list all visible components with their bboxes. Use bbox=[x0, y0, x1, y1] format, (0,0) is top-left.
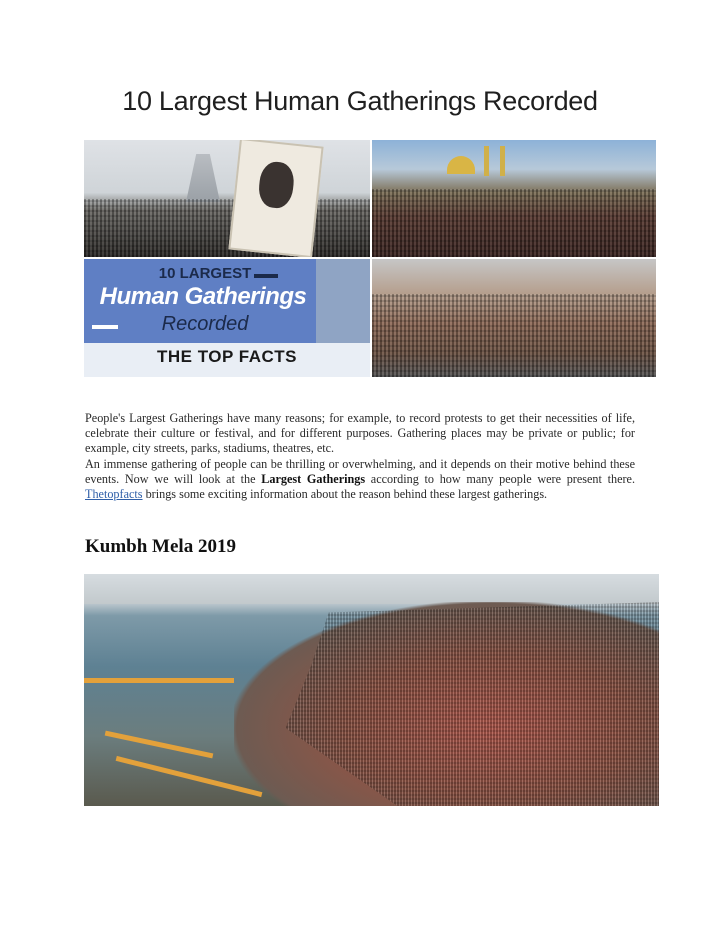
thetopfacts-link[interactable]: Thetopfacts bbox=[85, 487, 143, 502]
banner-line-3: Recorded bbox=[161, 313, 249, 335]
intro-paragraph-1: People's Largest Gatherings have many reasons; for example, to record protests to get their necessities of life, celebrate their culture or festival, and for different purposes. Gathering places may be private or public; for example, city streets, parks, stadiums, theatres, etc. bbox=[85, 411, 635, 456]
river-crowd-photo bbox=[372, 259, 656, 377]
intro-text bbox=[85, 411, 635, 502]
banner-line-1: 10 LARGEST bbox=[158, 265, 252, 282]
azadi-tower-shape bbox=[186, 154, 220, 202]
golden-dome-shape bbox=[447, 156, 475, 174]
section-heading: Kumbh Mela 2019 bbox=[85, 536, 236, 557]
shrine-crowd-photo bbox=[372, 140, 656, 257]
title-banner-graphic bbox=[84, 259, 370, 377]
page-title: 10 Largest Human Gatherings Recorded bbox=[122, 86, 598, 116]
intro-paragraph-2: An immense gathering of people can be thrilling or overwhelming, and it depends on their motive behind these events. Now we will look at the Largest Gatherings according to how many people were present there. Thetopfacts brings some exciting information about the reason behind these largest gatherings. bbox=[85, 456, 635, 502]
brand-logo-text: THE TOP FACTS bbox=[156, 347, 297, 366]
banner-line-2: Human Gatherings bbox=[99, 283, 307, 310]
kumbh-mela-photo bbox=[84, 574, 659, 806]
hero-collage-image bbox=[84, 140, 656, 377]
bold-term: Largest Gatherings bbox=[261, 471, 366, 486]
protest-crowd-photo bbox=[84, 140, 370, 257]
portrait-poster bbox=[228, 140, 323, 257]
